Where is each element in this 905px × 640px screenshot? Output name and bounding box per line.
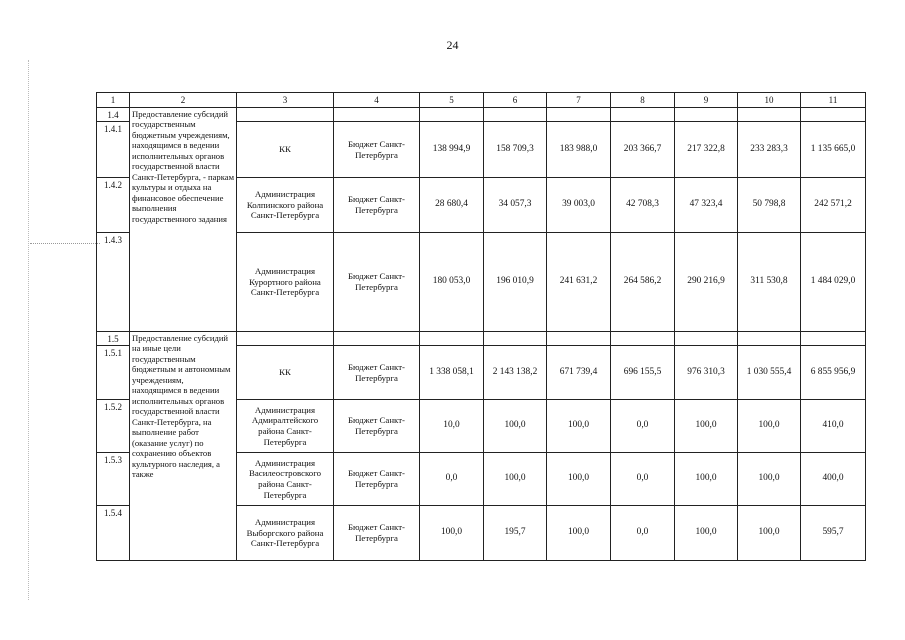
value-cell: 311 530,8	[738, 233, 801, 332]
item-code: 1.4.3	[97, 233, 130, 332]
value-cell: 696 155,5	[611, 346, 675, 400]
scan-margin-artifact	[28, 60, 31, 600]
item-code: 1.4.2	[97, 178, 130, 233]
item-description: Предоставление субсидий государственным бюджетным учреждениям, находящимся в ведении исполнительных органов государственной власти Санкт-Петербурга, - паркам культуры и отдыха на финансовое обеспечение выполнения государственного задания	[130, 108, 237, 332]
executor-cell: Администрация Выборгского района Санкт-Петербурга	[237, 506, 334, 561]
value-cell: 100,0	[675, 453, 738, 506]
page-number: 24	[446, 38, 459, 52]
item-code: 1.5	[97, 332, 130, 346]
table-row	[97, 108, 866, 122]
value-cell: 100,0	[738, 400, 801, 453]
item-code: 1.5.2	[97, 400, 130, 453]
value-cell: 0,0	[611, 506, 675, 561]
value-cell: 0,0	[611, 400, 675, 453]
value-cell: 100,0	[547, 506, 611, 561]
header-cell: 10	[738, 93, 801, 108]
header-cell: 5	[420, 93, 484, 108]
value-cell: 100,0	[484, 400, 547, 453]
source-cell: Бюджет Санкт-Петербурга	[334, 453, 420, 506]
item-code: 1.5.4	[97, 506, 130, 561]
executor-cell: Администрация Адмиралтейского района Санкт-Петербурга	[237, 400, 334, 453]
value-cell: 233 283,3	[738, 122, 801, 178]
source-cell: Бюджет Санкт-Петербурга	[334, 122, 420, 178]
value-cell: 241 631,2	[547, 233, 611, 332]
value-cell: 100,0	[738, 453, 801, 506]
value-cell: 100,0	[738, 506, 801, 561]
header-cell: 2	[130, 93, 237, 108]
value-cell: 290 216,9	[675, 233, 738, 332]
value-cell: 138 994,9	[420, 122, 484, 178]
value-cell: 100,0	[547, 453, 611, 506]
value-cell: 671 739,4	[547, 346, 611, 400]
value-cell: 400,0	[801, 453, 866, 506]
value-cell: 242 571,2	[801, 178, 866, 233]
value-cell: 183 988,0	[547, 122, 611, 178]
header-cell: 9	[675, 93, 738, 108]
source-cell: Бюджет Санкт-Петербурга	[334, 233, 420, 332]
value-cell: 50 798,8	[738, 178, 801, 233]
value-cell: 39 003,0	[547, 178, 611, 233]
value-cell: 1 484 029,0	[801, 233, 866, 332]
value-cell: 158 709,3	[484, 122, 547, 178]
value-cell: 34 057,3	[484, 178, 547, 233]
column-number-row	[97, 93, 866, 108]
source-cell: Бюджет Санкт-Петербурга	[334, 178, 420, 233]
item-code: 1.4	[97, 108, 130, 122]
executor-cell: КК	[237, 122, 334, 178]
source-cell: Бюджет Санкт-Петербурга	[334, 400, 420, 453]
value-cell: 100,0	[547, 400, 611, 453]
item-code: 1.5.1	[97, 346, 130, 400]
budget-table	[96, 92, 866, 561]
value-cell: 100,0	[675, 506, 738, 561]
value-cell: 47 323,4	[675, 178, 738, 233]
header-cell: 7	[547, 93, 611, 108]
executor-cell: Администрация Колпинского района Санкт-Петербурга	[237, 178, 334, 233]
value-cell: 195,7	[484, 506, 547, 561]
item-code: 1.5.3	[97, 453, 130, 506]
value-cell: 1 030 555,4	[738, 346, 801, 400]
executor-cell: Администрация Василеостровского района Санкт-Петербурга	[237, 453, 334, 506]
scan-dash-artifact	[30, 243, 100, 244]
value-cell: 2 143 138,2	[484, 346, 547, 400]
header-cell: 1	[97, 93, 130, 108]
value-cell: 42 708,3	[611, 178, 675, 233]
value-cell: 410,0	[801, 400, 866, 453]
value-cell: 100,0	[484, 453, 547, 506]
value-cell: 196 010,9	[484, 233, 547, 332]
source-cell: Бюджет Санкт-Петербурга	[334, 346, 420, 400]
item-description: Предоставление субсидий на иные цели государственным бюджетным и автономным учреждениям, находящимся в ведении исполнительных органов государственной власти Санкт-Петербурга, на выполнение работ (оказание услуг) по сохранению объектов культурного наследия, а также	[130, 332, 237, 561]
value-cell: 0,0	[420, 453, 484, 506]
value-cell: 1 338 058,1	[420, 346, 484, 400]
value-cell: 217 322,8	[675, 122, 738, 178]
header-cell: 6	[484, 93, 547, 108]
source-cell: Бюджет Санкт-Петербурга	[334, 506, 420, 561]
value-cell: 0,0	[611, 453, 675, 506]
value-cell: 595,7	[801, 506, 866, 561]
item-code: 1.4.1	[97, 122, 130, 178]
value-cell: 203 366,7	[611, 122, 675, 178]
header-cell: 3	[237, 93, 334, 108]
value-cell: 100,0	[420, 506, 484, 561]
value-cell: 180 053,0	[420, 233, 484, 332]
header-cell: 11	[801, 93, 866, 108]
table-row	[97, 332, 866, 346]
value-cell: 10,0	[420, 400, 484, 453]
header-cell: 4	[334, 93, 420, 108]
value-cell: 6 855 956,9	[801, 346, 866, 400]
executor-cell: КК	[237, 346, 334, 400]
value-cell: 264 586,2	[611, 233, 675, 332]
value-cell: 1 135 665,0	[801, 122, 866, 178]
value-cell: 28 680,4	[420, 178, 484, 233]
value-cell: 100,0	[675, 400, 738, 453]
executor-cell: Администрация Курортного района Санкт-Петербурга	[237, 233, 334, 332]
value-cell: 976 310,3	[675, 346, 738, 400]
header-cell: 8	[611, 93, 675, 108]
